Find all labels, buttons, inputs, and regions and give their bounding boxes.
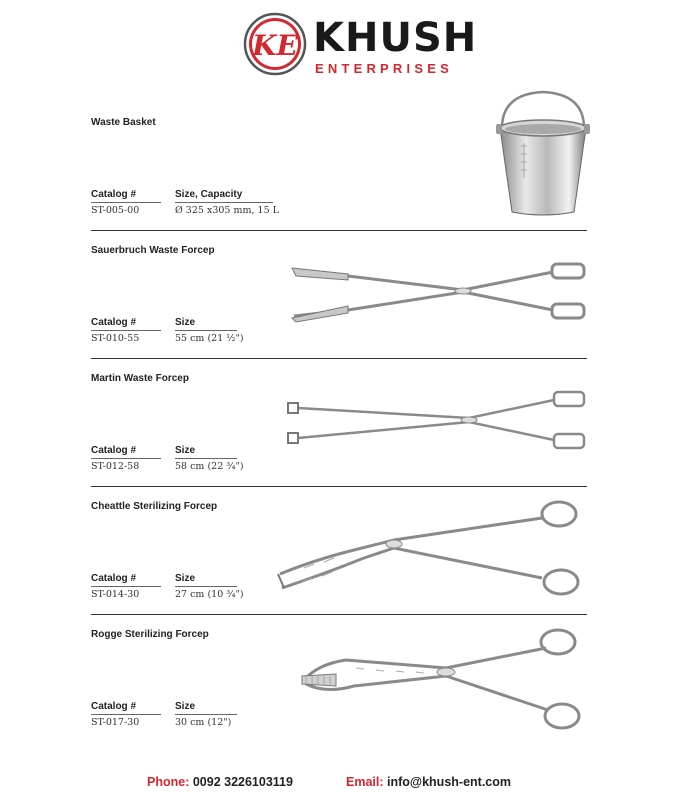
product-title: Cheattle Sterilizing Forcep [91,501,218,512]
phone-number[interactable]: 0092 3226103119 [192,775,293,789]
section-divider [91,614,587,615]
spec-header: Size [175,317,196,328]
cheattle-forcep-image [274,496,590,600]
catalog-number: ST-005-00 [91,205,140,216]
header-underline [175,714,237,715]
rogge-forcep-image [296,624,592,736]
spec-value: 55 cm (21 ½") [175,333,244,344]
spec-header: Size [175,573,196,584]
phone-label: Phone: [147,775,190,789]
spec-header: Size, Capacity [175,189,243,200]
header-underline [175,458,237,459]
product-title: Rogge Sterilizing Forcep [91,629,209,640]
spec-value: 58 cm (22 ¾") [175,461,244,472]
logo-tagline: ENTERPRISES [315,61,453,76]
header-underline [175,330,237,331]
spec-header: Size [175,445,196,456]
spec-value: 30 cm (12") [175,717,232,728]
header-underline [91,714,161,715]
product-title: Waste Basket [91,117,156,128]
spec-header: Size [175,701,196,712]
spec-value: Ø 325 x305 mm, 15 L [175,205,279,216]
logo-monogram: KE [252,29,298,62]
catalog-number: ST-017-30 [91,717,140,728]
catalog-header: Catalog # [91,701,137,712]
catalog-number: ST-014-30 [91,589,140,600]
header-underline [91,458,161,459]
footer-phone [147,775,293,789]
section-divider [91,486,587,487]
section-divider [91,358,587,359]
brand-logo [243,12,478,82]
email-label: Email: [346,775,384,789]
logo-monogram-badge [243,12,307,76]
product-title: Sauerbruch Waste Forcep [91,245,215,256]
header-underline [91,202,161,203]
catalog-header: Catalog # [91,189,137,200]
waste-basket-image [488,88,598,220]
catalog-header: Catalog # [91,445,137,456]
catalog-number: ST-012-58 [91,461,140,472]
sauerbruch-forcep-image [288,258,590,324]
spec-value: 27 cm (10 ¾") [175,589,244,600]
header-underline [175,586,237,587]
product-title: Martin Waste Forcep [91,373,189,384]
catalog-header: Catalog # [91,573,137,584]
email-address[interactable]: info@khush-ent.com [387,775,511,789]
catalog-number: ST-010-55 [91,333,140,344]
martin-forcep-image [284,388,590,452]
header-underline [91,586,161,587]
header-underline [91,330,161,331]
section-divider [91,230,587,231]
header-underline [175,202,273,203]
catalog-header: Catalog # [91,317,137,328]
logo-name: KHUSH [313,15,478,61]
footer-email [346,775,511,789]
